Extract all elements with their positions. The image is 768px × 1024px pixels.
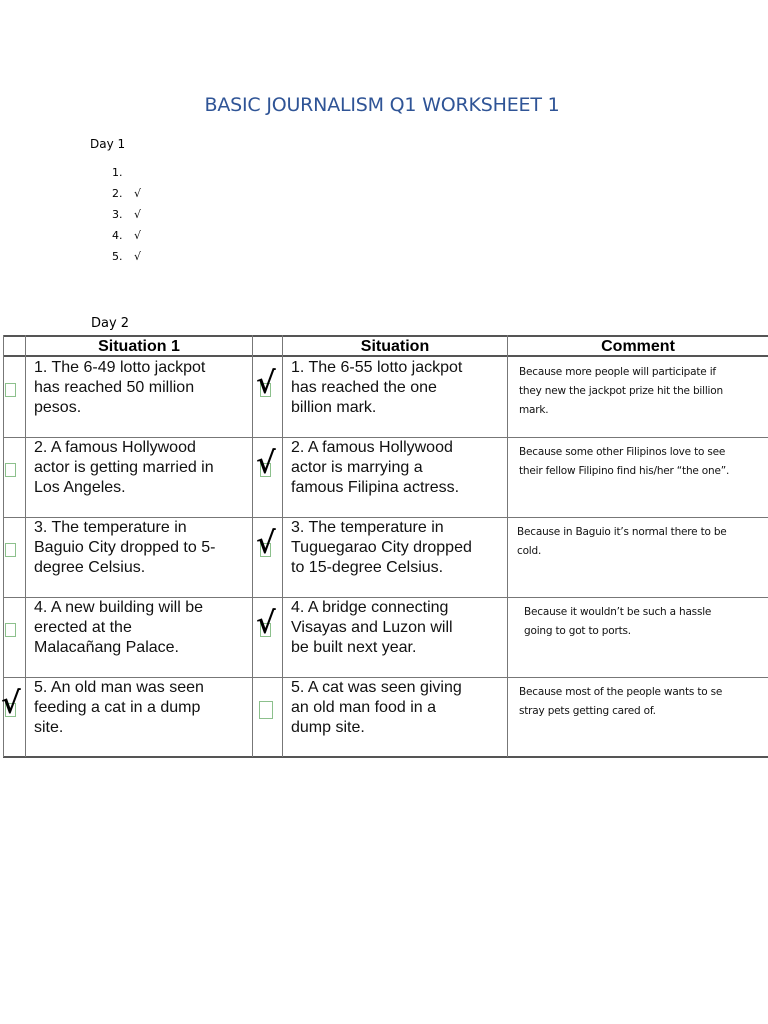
check-mark-icon: √ [1, 686, 21, 721]
checkbox-icon [5, 623, 16, 637]
item-number: 5. [112, 250, 123, 263]
check-mark-icon: √ [134, 208, 142, 221]
checkbox-icon [5, 383, 16, 397]
situation1-text: 2. A famous Hollywood [34, 439, 196, 456]
situation1-text: has reached 50 million [34, 379, 195, 396]
situation1-text: feeding a cat in a dump [34, 699, 201, 716]
comment-text: mark. [519, 404, 549, 416]
list-item [112, 187, 141, 208]
comment-text: their fellow Filipino find his/her “the one”. [519, 465, 730, 477]
situation2-text: dump site. [291, 719, 365, 736]
situation1-text: 1. The 6-49 lotto jackpot [34, 359, 206, 376]
situation2-text: Tuguegarao City dropped [291, 539, 472, 556]
comment-text: cold. [517, 545, 542, 557]
check-mark-icon: √ [256, 606, 276, 641]
situation2-text: famous Filipina actress. [291, 479, 460, 496]
check-mark-icon: √ [134, 250, 142, 263]
situation1-text: erected at the [34, 619, 132, 636]
check-mark-icon: √ [256, 446, 276, 481]
comment-text: Because some other Filipinos love to see [519, 446, 726, 458]
item-number: 3. [112, 208, 123, 221]
situation2-text: be built next year. [291, 639, 417, 656]
situation1-text: Los Angeles. [34, 479, 126, 496]
day2-label: Day 2 [91, 316, 130, 331]
situation2-text: 2. A famous Hollywood [291, 439, 453, 456]
day1-label: Day 1 [90, 137, 126, 151]
situations-table [0, 335, 768, 758]
situation2-text: 1. The 6-55 lotto jackpot [291, 359, 463, 376]
situation1-text: Malacañang Palace. [34, 639, 179, 656]
check-mark-icon: √ [134, 187, 142, 200]
table-border-bottom [3, 756, 768, 758]
checkbox-icon [259, 701, 273, 719]
list-item [112, 166, 141, 187]
day1-answer-list [112, 166, 141, 271]
situation1-text: pesos. [34, 399, 82, 416]
comment-text: going to got to ports. [524, 625, 631, 637]
situation1-text: 4. A new building will be [34, 599, 203, 616]
column-divider [507, 335, 508, 757]
check-mark-icon: √ [134, 229, 142, 242]
header-situation2: Situation [360, 338, 430, 355]
list-item [112, 250, 141, 271]
situation2-text: 5. A cat was seen giving [291, 679, 462, 696]
situation1-text: site. [34, 719, 64, 736]
column-divider [25, 335, 26, 757]
checkbox-icon [5, 463, 16, 477]
item-number: 1. [112, 166, 123, 179]
situation2-text: 3. The temperature in [291, 519, 444, 536]
comment-text: Because in Baguio it’s normal there to be [517, 526, 727, 538]
comment-text: they new the jackpot prize hit the billion [519, 385, 723, 397]
column-divider [282, 335, 283, 757]
comment-text: stray pets getting cared of. [519, 705, 656, 717]
table-border-top [3, 335, 768, 337]
comment-text: Because it wouldn’t be such a hassle [524, 606, 712, 618]
situation2-text: to 15-degree Celsius. [291, 559, 444, 576]
item-number: 2. [112, 187, 123, 200]
check-mark-icon: √ [256, 526, 276, 561]
worksheet-title: BASIC JOURNALISM Q1 WORKSHEET 1 [204, 94, 560, 116]
header-comment: Comment [601, 338, 675, 355]
list-item [112, 229, 141, 250]
situation1-text: degree Celsius. [34, 559, 146, 576]
situation2-text: billion mark. [291, 399, 377, 416]
list-item [112, 208, 141, 229]
column-divider [252, 335, 253, 757]
checkbox-icon [5, 543, 16, 557]
header-situation1: Situation 1 [98, 338, 180, 355]
comment-text: Because most of the people wants to se [519, 686, 723, 698]
situation1-text: 3. The temperature in [34, 519, 187, 536]
situation2-text: an old man food in a [291, 699, 436, 716]
situation2-text: actor is marrying a [291, 459, 423, 476]
check-mark-icon: √ [256, 366, 276, 401]
situation1-text: actor is getting married in [34, 459, 214, 476]
situation1-text: Baguio City dropped to 5- [34, 539, 216, 556]
item-number: 4. [112, 229, 123, 242]
comment-text: Because more people will participate if [519, 366, 716, 378]
situation2-text: Visayas and Luzon will [291, 619, 453, 636]
situation2-text: has reached the one [291, 379, 437, 396]
situation1-text: 5. An old man was seen [34, 679, 204, 696]
situation2-text: 4. A bridge connecting [291, 599, 449, 616]
table-header-divider [3, 355, 768, 357]
